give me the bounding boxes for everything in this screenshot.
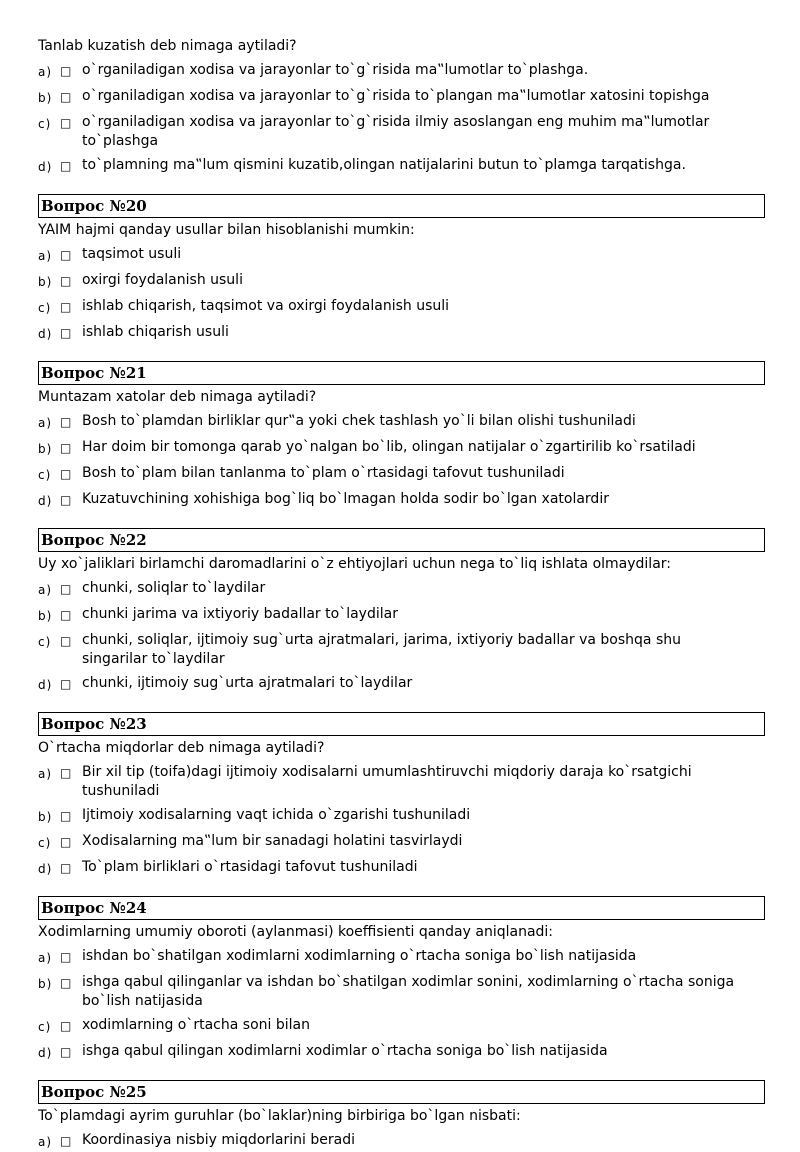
checkbox-icon[interactable]: □ xyxy=(60,326,72,340)
checkbox-icon[interactable]: □ xyxy=(60,634,72,648)
option-d[interactable] xyxy=(38,1042,765,1063)
option-a[interactable] xyxy=(38,947,765,968)
option-c[interactable] xyxy=(38,297,765,318)
option-letter: a) xyxy=(38,583,53,597)
option-letter: a) xyxy=(38,1135,53,1149)
option-letter: d) xyxy=(38,678,53,692)
checkbox-icon[interactable]: □ xyxy=(60,415,72,429)
option-d[interactable] xyxy=(38,490,765,511)
option-c[interactable] xyxy=(38,631,765,669)
option-letter: d) xyxy=(38,327,53,341)
option-text: ishdan bo`shatilgan xodimlarni xodimlarning o`rtacha soniga bo`lish natijasida xyxy=(82,948,637,964)
option-letter: d) xyxy=(38,160,53,174)
option-text: ishga qabul qilingan xodimlarni xodimlar o`rtacha soniga bo`lish natijasida xyxy=(82,1043,608,1059)
checkbox-icon[interactable]: □ xyxy=(60,608,72,622)
option-a[interactable] xyxy=(38,61,765,82)
option-text: To`plam birliklari o`rtasidagi tafovut tushuniladi xyxy=(82,859,418,875)
checkbox-icon[interactable]: □ xyxy=(60,493,72,507)
option-letter: b) xyxy=(38,810,53,824)
option-text: o`rganiladigan xodisa va jarayonlar to`g`risida to`plangan ma‟lumotlar xatosini topishga xyxy=(82,88,710,104)
checkbox-icon[interactable]: □ xyxy=(60,300,72,314)
question-header: Вопрос №20 xyxy=(38,194,765,218)
option-text: Xodisalarning ma‟lum bir sanadagi holatini tasvirlaydi xyxy=(82,833,463,849)
question-text: To`plamdagi ayrim guruhlar (bo`laklar)ning birbiriga bo`lgan nisbati: xyxy=(38,1108,521,1124)
checkbox-icon[interactable]: □ xyxy=(60,766,72,780)
option-text: chunki, soliqlar, ijtimoiy sug`urta ajratmalari, jarima, ixtiyoriy badallar va boshqa shu singarilar to`laydilar xyxy=(82,632,681,667)
checkbox-icon[interactable]: □ xyxy=(60,582,72,596)
option-letter: d) xyxy=(38,494,53,508)
option-text: taqsimot usuli xyxy=(82,246,182,262)
checkbox-icon[interactable]: □ xyxy=(60,159,72,173)
option-text: Har doim bir tomonga qarab yo`nalgan bo`lib, olingan natijalar o`zgartirilib ko`rsatiladi xyxy=(82,439,696,455)
option-letter: b) xyxy=(38,442,53,456)
option-letter: a) xyxy=(38,951,53,965)
question-text: Tanlab kuzatish deb nimaga aytiladi? xyxy=(38,38,297,54)
option-b[interactable] xyxy=(38,271,765,292)
checkbox-icon[interactable]: □ xyxy=(60,1134,72,1148)
checkbox-icon[interactable]: □ xyxy=(60,809,72,823)
option-b[interactable] xyxy=(38,438,765,459)
checkbox-icon[interactable]: □ xyxy=(60,861,72,875)
option-letter: b) xyxy=(38,91,53,105)
question-block-24 xyxy=(38,896,765,1063)
checkbox-icon[interactable]: □ xyxy=(60,248,72,262)
checkbox-icon[interactable]: □ xyxy=(60,90,72,104)
option-text: Kuzatuvchining xohishiga bog`liq bo`lmagan holda sodir bo`lgan xatolardir xyxy=(82,491,609,507)
option-letter: a) xyxy=(38,767,53,781)
option-letter: a) xyxy=(38,416,53,430)
question-header: Вопрос №24 xyxy=(38,896,765,920)
option-text: chunki, ijtimoiy sug`urta ajratmalari to`laydilar xyxy=(82,675,413,691)
option-letter: b) xyxy=(38,977,53,991)
question-text: Muntazam xatolar deb nimaga aytiladi? xyxy=(38,389,317,405)
option-text: oxirgi foydalanish usuli xyxy=(82,272,243,288)
option-c[interactable] xyxy=(38,1016,765,1037)
question-text: O`rtacha miqdorlar deb nimaga aytiladi? xyxy=(38,740,325,756)
option-b[interactable] xyxy=(38,973,765,1011)
question-block-23 xyxy=(38,712,765,879)
option-text: Ijtimoiy xodisalarning vaqt ichida o`zgarishi tushuniladi xyxy=(82,807,471,823)
option-a[interactable] xyxy=(38,1131,765,1152)
option-letter: a) xyxy=(38,65,53,79)
option-d[interactable] xyxy=(38,156,765,177)
checkbox-icon[interactable]: □ xyxy=(60,274,72,288)
option-d[interactable] xyxy=(38,323,765,344)
option-b[interactable] xyxy=(38,87,765,108)
option-c[interactable] xyxy=(38,113,765,151)
option-text: chunki, soliqlar to`laydilar xyxy=(82,580,266,596)
question-block-20 xyxy=(38,194,765,344)
checkbox-icon[interactable]: □ xyxy=(60,835,72,849)
option-text: Bosh to`plam bilan tanlanma to`plam o`rtasidagi tafovut tushuniladi xyxy=(82,465,565,481)
option-letter: c) xyxy=(38,468,52,482)
option-letter: d) xyxy=(38,1046,53,1060)
option-text: chunki jarima va ixtiyoriy badallar to`laydilar xyxy=(82,606,398,622)
question-text: Uy xo`jaliklari birlamchi daromadlarini o`z ehtiyojlari uchun nega to`liq ishlata olmaydilar: xyxy=(38,556,672,572)
checkbox-icon[interactable]: □ xyxy=(60,116,72,130)
option-c[interactable] xyxy=(38,464,765,485)
checkbox-icon[interactable]: □ xyxy=(60,64,72,78)
option-letter: c) xyxy=(38,117,52,131)
question-header: Вопрос №23 xyxy=(38,712,765,736)
question-block-19 xyxy=(38,36,765,177)
option-text: xodimlarning o`rtacha soni bilan xyxy=(82,1017,310,1033)
option-text: ishlab chiqarish, taqsimot va oxirgi foydalanish usuli xyxy=(82,298,450,314)
question-header: Вопрос №22 xyxy=(38,528,765,552)
option-letter: b) xyxy=(38,275,53,289)
question-block-21 xyxy=(38,361,765,511)
option-letter: c) xyxy=(38,301,52,315)
option-a[interactable] xyxy=(38,412,765,433)
option-a[interactable] xyxy=(38,245,765,266)
option-text: ishlab chiqarish usuli xyxy=(82,324,229,340)
option-d[interactable] xyxy=(38,858,765,879)
option-a[interactable] xyxy=(38,579,765,600)
checkbox-icon[interactable]: □ xyxy=(60,1019,72,1033)
option-text: to`plamning ma‟lum qismini kuzatib,olingan natijalarini butun to`plamga tarqatishga. xyxy=(82,157,686,173)
checkbox-icon[interactable]: □ xyxy=(60,441,72,455)
question-block-25 xyxy=(38,1080,765,1152)
question-text: YAIM hajmi qanday usullar bilan hisoblanishi mumkin: xyxy=(38,222,415,238)
checkbox-icon[interactable]: □ xyxy=(60,976,72,990)
option-letter: c) xyxy=(38,1020,52,1034)
option-a[interactable] xyxy=(38,763,765,801)
checkbox-icon[interactable]: □ xyxy=(60,467,72,481)
option-b[interactable] xyxy=(38,806,765,827)
option-letter: c) xyxy=(38,836,52,850)
document-page xyxy=(38,36,765,1152)
option-text: ishga qabul qilinganlar va ishdan bo`shatilgan xodimlar sonini, xodimlarning o`rtacha soniga bo`lish natijasida xyxy=(82,974,735,1009)
checkbox-icon[interactable]: □ xyxy=(60,950,72,964)
option-text: o`rganiladigan xodisa va jarayonlar to`g`risida ilmiy asoslangan eng muhim ma‟lumotlar to`plashga xyxy=(82,114,710,149)
option-text: Koordinasiya nisbiy miqdorlarini beradi xyxy=(82,1132,355,1148)
option-letter: d) xyxy=(38,862,53,876)
option-c[interactable] xyxy=(38,832,765,853)
question-block-22 xyxy=(38,528,765,695)
checkbox-icon[interactable]: □ xyxy=(60,1045,72,1059)
option-letter: a) xyxy=(38,249,53,263)
option-d[interactable] xyxy=(38,674,765,695)
option-text: Bosh to`plamdan birliklar qur‟a yoki chek tashlash yo`li bilan olishi tushuniladi xyxy=(82,413,636,429)
question-header: Вопрос №21 xyxy=(38,361,765,385)
question-header: Вопрос №25 xyxy=(38,1080,765,1104)
option-letter: c) xyxy=(38,635,52,649)
option-b[interactable] xyxy=(38,605,765,626)
option-text: o`rganiladigan xodisa va jarayonlar to`g`risida ma‟lumotlar to`plashga. xyxy=(82,62,589,78)
option-text: Bir xil tip (toifa)dagi ijtimoiy xodisalarni umumlashtiruvchi miqdoriy daraja ko`rsatgichi tushuniladi xyxy=(82,764,692,799)
question-text: Xodimlarning umumiy oboroti (aylanmasi) koeffisienti qanday aniqlanadi: xyxy=(38,924,554,940)
option-letter: b) xyxy=(38,609,53,623)
checkbox-icon[interactable]: □ xyxy=(60,677,72,691)
